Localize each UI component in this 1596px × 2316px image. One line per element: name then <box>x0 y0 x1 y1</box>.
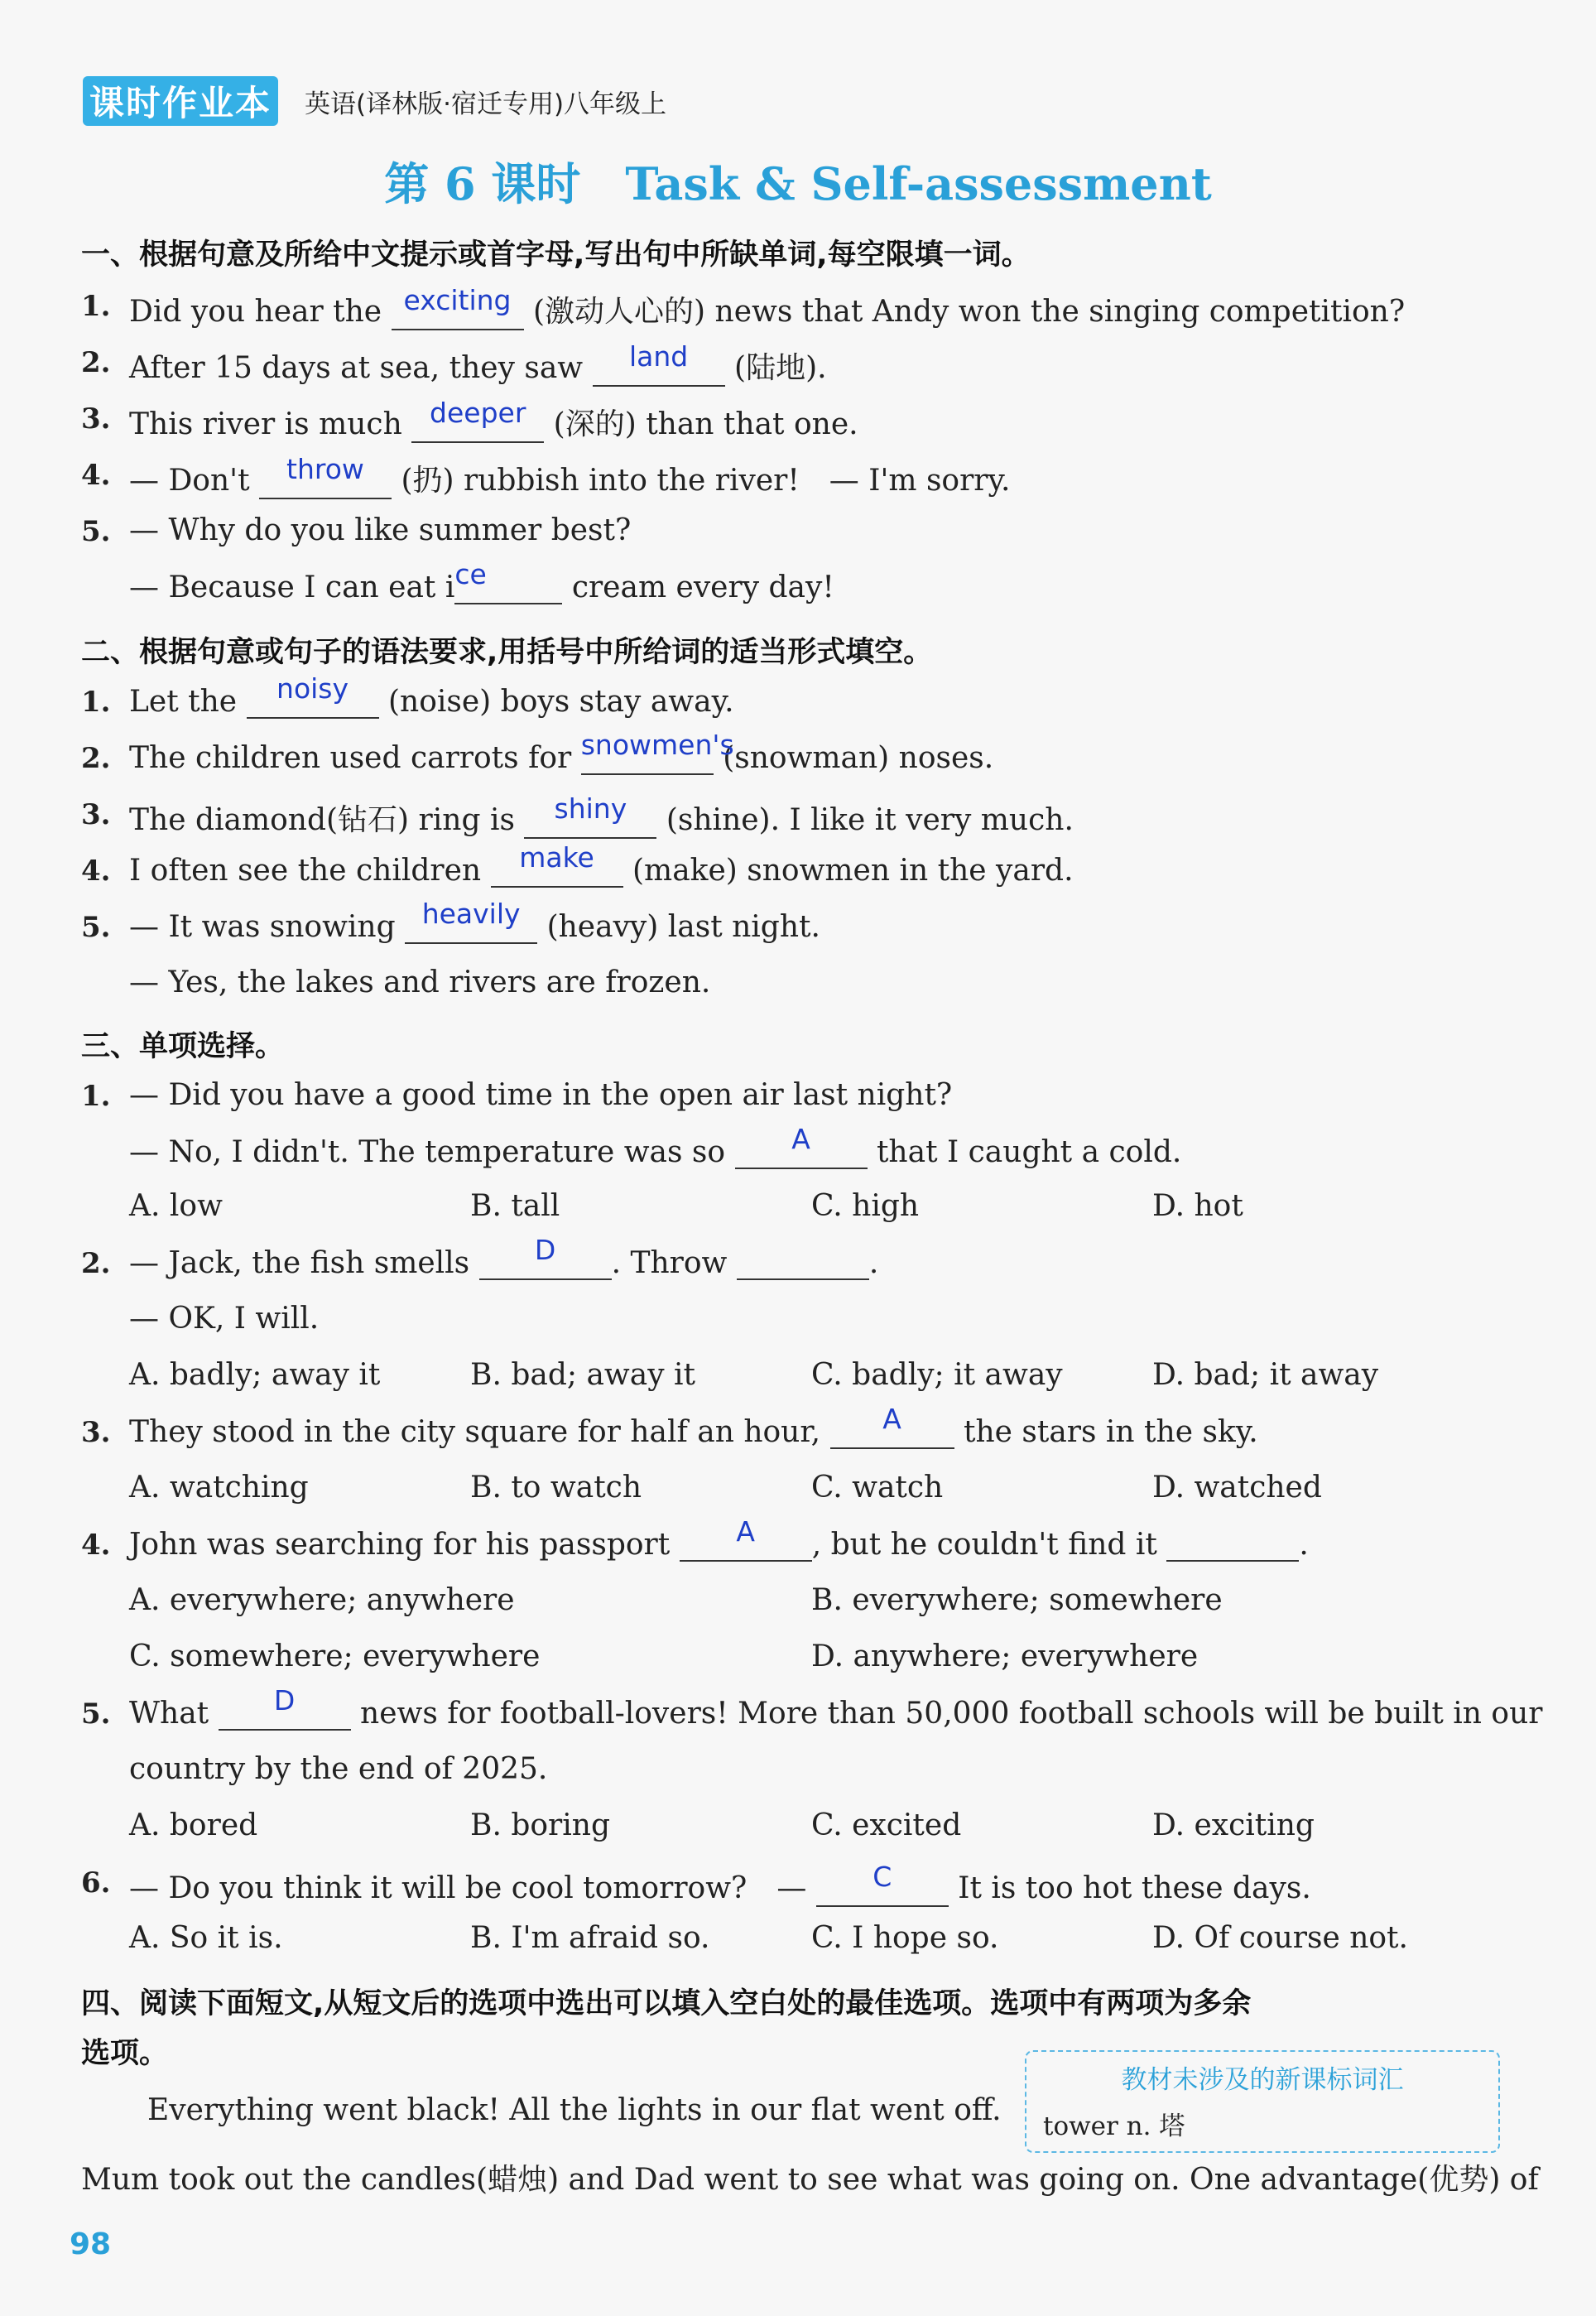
question-line: After 15 days at sea, they saw land (陆地). <box>129 340 827 385</box>
answer-text: A <box>882 1403 901 1435</box>
option: A. watching <box>129 1471 309 1505</box>
option: A. everywhere; anywhere <box>129 1583 515 1617</box>
question-line: — Why do you like summer best? <box>129 513 632 547</box>
vocab-word: tower n. 塔 <box>1043 2111 1185 2141</box>
answer-text: exciting <box>403 284 512 316</box>
section-heading-2: 二、根据句意或句子的语法要求,用括号中所给词的适当形式填空。 <box>81 636 933 669</box>
lesson-title: 第 6 课时 Task & Self-assessment <box>384 157 1212 210</box>
option: D. watched <box>1152 1471 1322 1505</box>
question-line: They stood in the city square for half an hour, A the stars in the sky. <box>129 1403 1258 1449</box>
answer-text: make <box>519 841 594 874</box>
question-line: What D news for football-lovers! More than 50,000 football schools will be built in our <box>129 1684 1543 1731</box>
answer-text: noisy <box>276 672 349 705</box>
question-number: 4. <box>81 459 111 492</box>
passage-line: Mum took out the candles(蜡烛) and Dad went to see what was going on. One advantage(优势) of <box>81 2163 1539 2197</box>
question-number: 1. <box>81 1080 111 1113</box>
question-line: — It was snowing heavily (heavy) last night. <box>129 898 820 944</box>
answer-text: throw <box>286 453 364 485</box>
option: D. hot <box>1152 1189 1243 1223</box>
question-line: Let the noisy (noise) boys stay away. <box>129 672 734 719</box>
page-number: 98 <box>70 2227 112 2261</box>
question-line: This river is much deeper (深的) than that one. <box>129 397 858 441</box>
option: A. badly; away it <box>129 1358 381 1392</box>
answer-text: C <box>873 1861 892 1893</box>
question-number: 2. <box>81 1247 111 1280</box>
option: C. watch <box>811 1471 944 1505</box>
vocab-box <box>1025 2050 1500 2153</box>
option: B. bad; away it <box>470 1358 695 1392</box>
question-number: 6. <box>81 1866 111 1900</box>
question-number: 5. <box>81 515 111 548</box>
question-line: — OK, I will. <box>129 1302 320 1336</box>
question-number: 3. <box>81 402 111 436</box>
question-number: 5. <box>81 911 111 944</box>
option: D. Of course not. <box>1152 1921 1408 1955</box>
answer-text: land <box>628 340 689 373</box>
option: B. everywhere; somewhere <box>811 1583 1223 1617</box>
option: C. badly; it away <box>811 1358 1063 1392</box>
option: A. bored <box>129 1808 258 1842</box>
question-line: — Did you have a good time in the open air last night? <box>129 1078 953 1112</box>
brand-logo: 课时作业本 <box>83 76 283 126</box>
option: A. low <box>129 1189 223 1223</box>
question-number: 3. <box>81 798 111 831</box>
option: C. somewhere; everywhere <box>129 1639 541 1673</box>
option: B. boring <box>470 1808 611 1842</box>
answer-text: heavily <box>421 898 521 930</box>
question-number: 4. <box>81 1529 111 1562</box>
answer-text: D <box>273 1684 296 1717</box>
question-line: Did you hear the exciting (激动人心的) news that Andy won the singing competition? <box>129 284 1406 329</box>
option: C. I hope so. <box>811 1921 999 1955</box>
question-line: — Don't throw (扔) rubbish into the river! — I'm sorry. <box>129 453 1011 498</box>
answer-text: deeper <box>430 397 526 429</box>
subject-label: 英语(译林版·宿迁专用)八年级上 <box>305 89 667 119</box>
question-line: — No, I didn't. The temperature was so A that I caught a cold. <box>129 1123 1182 1169</box>
question-number: 3. <box>81 1416 111 1449</box>
answer-text: D <box>534 1234 556 1266</box>
question-number: 5. <box>81 1697 111 1731</box>
question-number: 2. <box>81 346 111 379</box>
question-line: country by the end of 2025. <box>129 1752 548 1786</box>
option: D. anywhere; everywhere <box>811 1639 1199 1673</box>
option: D. exciting <box>1152 1808 1315 1842</box>
question-line: — Because I can eat i ce cream every day! <box>129 558 834 604</box>
answer-text: snowmen's <box>580 729 734 761</box>
passage-line: Everything went black! All the lights in our flat went off. <box>147 2093 1002 2127</box>
question-line: John was searching for his passport A , but he couldn't find it . <box>129 1515 1309 1562</box>
answer-text: A <box>791 1123 810 1155</box>
section-heading-4-cont: 选项。 <box>81 2037 169 2070</box>
question-line: — Jack, the fish smells D . Throw . <box>129 1234 879 1280</box>
question-number: 1. <box>81 290 111 323</box>
question-number: 1. <box>81 686 111 719</box>
option: B. to watch <box>470 1471 642 1505</box>
vocab-box-title: 教材未涉及的新课标词汇 <box>1121 2065 1404 2095</box>
option: C. excited <box>811 1808 962 1842</box>
option: A. So it is. <box>129 1921 283 1955</box>
option: C. high <box>811 1189 920 1223</box>
option: D. bad; it away <box>1152 1358 1379 1392</box>
question-line: I often see the children make (make) snowmen in the yard. <box>129 841 1074 888</box>
answer-text: ce <box>454 558 487 590</box>
question-number: 4. <box>81 855 111 888</box>
answer-text: A <box>736 1515 755 1548</box>
question-line: — Yes, the lakes and rivers are frozen. <box>129 965 711 999</box>
section-heading-1: 一、根据句意及所给中文提示或首字母,写出句中所缺单词,每空限填一词。 <box>81 238 1031 272</box>
question-line: The children used carrots for snowmen's (snowman) noses. <box>129 729 994 775</box>
question-number: 2. <box>81 742 111 775</box>
option: B. I'm afraid so. <box>470 1921 710 1955</box>
answer-text: shiny <box>554 792 627 825</box>
section-heading-4: 四、阅读下面短文,从短文后的选项中选出可以填入空白处的最佳选项。选项中有两项为多余 <box>81 1987 1252 2020</box>
page-header <box>83 76 666 126</box>
option: B. tall <box>470 1189 560 1223</box>
question-line: The diamond(钻石) ring is shiny (shine). I like it very much. <box>129 792 1074 837</box>
question-line: — Do you think it will be cool tomorrow? — C It is too hot these days. <box>129 1861 1311 1905</box>
section-heading-3: 三、单项选择。 <box>81 1030 285 1063</box>
